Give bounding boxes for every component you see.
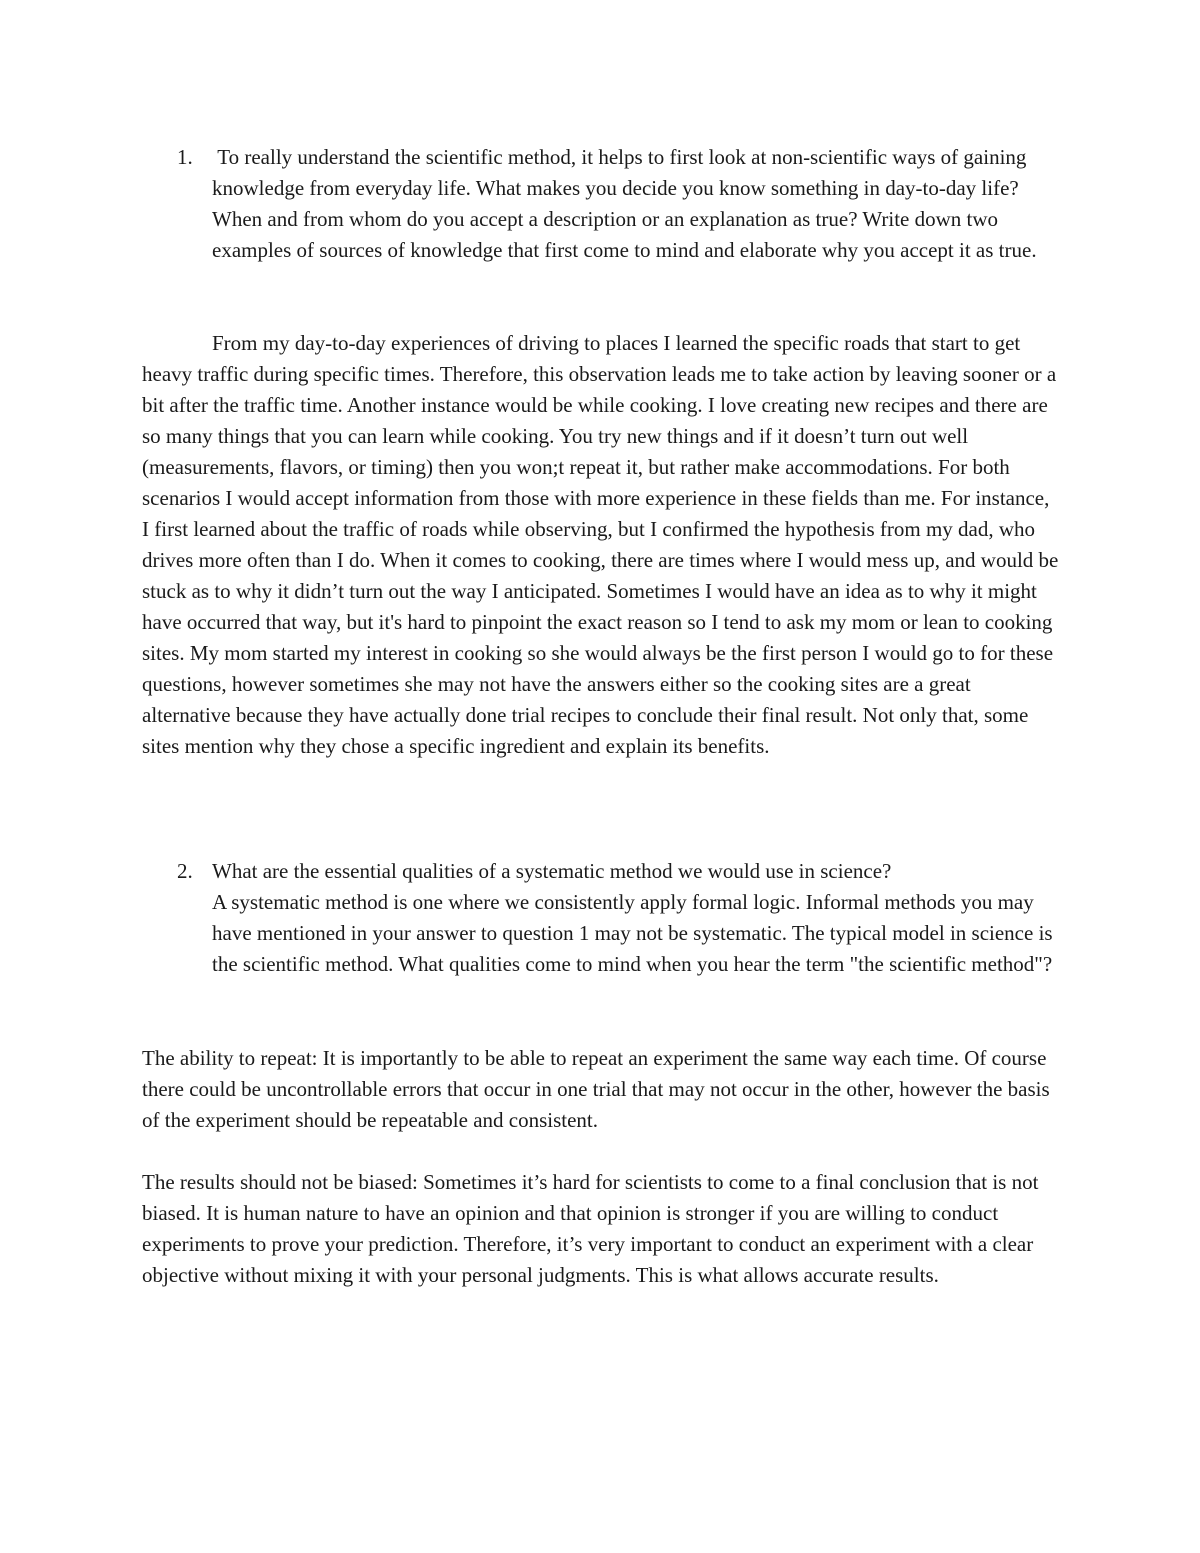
question-2-number: 2. [177, 859, 193, 883]
answer-2-paragraph-bias: The results should not be biased: Sometimes it’s hard for scientists to come to a final conclusion that is not biased. It is human nature to have an opinion and that opinion is stronger if you are willing to conduct experiments to prove your prediction. Therefore, it’s very important to conduct an experiment with a clear objective without mixing it with your personal judgments. This is what allows accurate results. [142, 1170, 1044, 1287]
question-1 [142, 142, 1060, 266]
question-2-text: What are the essential qualities of a systematic method we would use in science? A systematic method is one where we consistently apply formal logic. Informal methods you may have mentioned in your answer to question 1 may not be systematic. The typical model in science is the scientific method. What qualities come to mind when you hear the term "the scientific method"? [212, 859, 1053, 976]
answer-1-paragraph: From my day-to-day experiences of driving to places I learned the specific roads that start to get heavy traffic during specific times. Therefore, this observation leads me to take action by leaving sooner or a bit after the traffic time. Another instance would be while cooking. I love creating new recipes and there are so many things that you can learn while cooking. You try new things and if it doesn’t turn out well (measurements, flavors, or timing) then you won;t repeat it, but rather make accommodations. For both scenarios I would accept information from those with more experience in these fields than me. For instance, I first learned about the traffic of roads while observing, but I confirmed the hypothesis from my dad, who drives more often than I do. When it comes to cooking, there are times where I would mess up, and would be stuck as to why it didn’t turn out the way I anticipated. Sometimes I would have an idea as to why it might have occurred that way, but it's hard to pinpoint the exact reason so I tend to ask my mom or lean to cooking sites. My mom started my interest in cooking so she would always be the first person I would go to for these questions, however sometimes she may not have the answers either so the cooking sites are a great alternative because they have actually done trial recipes to conclude their final result. Not only that, some sites mention why they chose a specific ingredient and explain its benefits. [142, 331, 1064, 758]
question-1-text: To really understand the scientific method, it helps to first look at non-scientific ways of gaining knowledge from everyday life. What makes you decide you know something in day-to-day life? When and from whom do you accept a description or an explanation as true? Write down two examples of sources of knowledge that first come to mind and elaborate why you accept it as true. [212, 145, 1037, 262]
question-1-number: 1. [177, 145, 193, 169]
answer-2-paragraph-repeatability: The ability to repeat: It is importantly to be able to repeat an experiment the same way each time. Of course there could be uncontrollable errors that occur in one trial that may not occur in the other, however the basis of the experiment should be repeatable and consistent. [142, 1046, 1055, 1132]
question-2 [142, 856, 1060, 980]
